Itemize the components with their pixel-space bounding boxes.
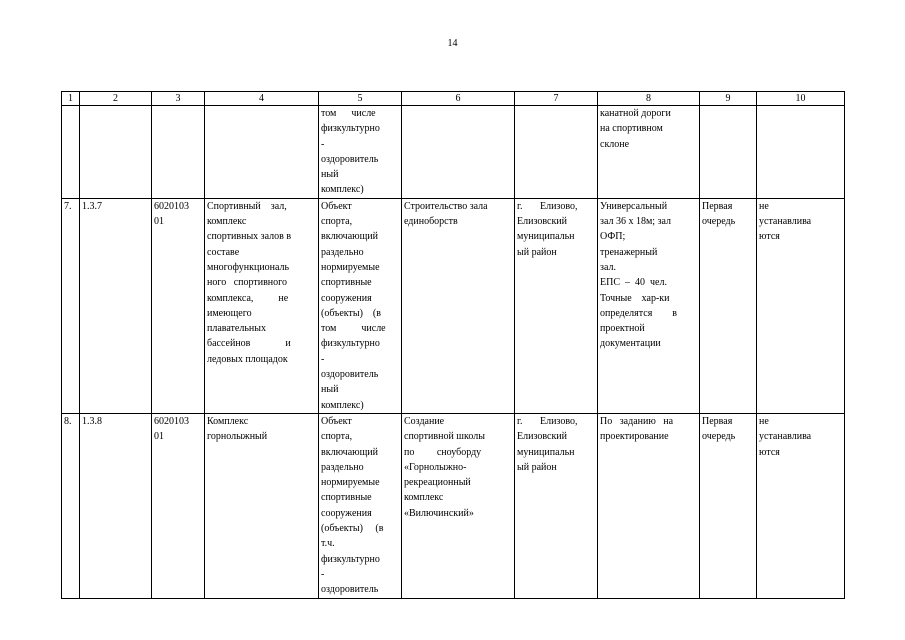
cell-line: - (321, 138, 325, 150)
cell-line: ОФП; (600, 231, 626, 243)
purpose-cell (402, 413, 515, 598)
location-cell (515, 106, 598, 199)
cell-line: физкультурно (321, 553, 380, 565)
object-type-cell (319, 198, 402, 413)
cell-line: Спортивный зал, (207, 200, 287, 212)
table-row (62, 198, 845, 413)
cell-line: - (321, 568, 325, 580)
cell-line: 6020103 (154, 415, 189, 427)
cell-line: комплекс) (321, 399, 364, 411)
cell-line: Елизовский (517, 216, 568, 228)
protection-zone-cell (757, 198, 845, 413)
cell-line: т.ч. (321, 538, 335, 550)
protection-zone-cell (757, 413, 845, 598)
cell-line: Точные хар-ки (600, 292, 670, 304)
cell-line: физкультурно (321, 338, 380, 350)
cell-line: (объекты) (в (321, 523, 384, 535)
cell-line: на спортивном (600, 123, 663, 135)
column-number: 10 (757, 92, 845, 106)
cell-line: муниципальн (517, 446, 575, 458)
cell-line: ый район (517, 461, 557, 473)
cell-line: спортивных залов в (207, 231, 292, 243)
cell-line: г. Елизово, (517, 415, 578, 427)
cell-line: раздельно (321, 246, 364, 258)
cell-line: - (321, 353, 325, 365)
classifier-code-cell (152, 198, 205, 413)
cell-line: Универсальный (600, 200, 668, 212)
cell-line: спортивные (321, 277, 372, 289)
page-number: 14 (447, 38, 458, 49)
cell-line: комплекс) (321, 184, 364, 196)
item-code-cell (80, 106, 152, 199)
cell-line: спортивной школы (404, 431, 485, 443)
cell-line: склоне (600, 138, 630, 150)
location-cell (515, 413, 598, 598)
cell-line: зал 36 х 18м; зал (600, 216, 672, 228)
cell-line: (объекты) (в (321, 307, 381, 319)
cell-line: оздоровитель (321, 584, 379, 596)
cell-line: очередь (702, 216, 736, 228)
cell-line: Объект (321, 200, 352, 212)
cell-line: г. Елизово, (517, 200, 578, 212)
cell-line: горнолыжный (207, 431, 268, 443)
location-cell (515, 198, 598, 413)
object-type-cell (319, 413, 402, 598)
cell-line: ного спортивного (207, 277, 288, 289)
cell-line: устанавлива (759, 431, 812, 443)
cell-line: том числе (321, 108, 376, 119)
column-number: 2 (80, 92, 152, 106)
cell-line: По заданию на (600, 415, 674, 427)
cell-line: единоборств (404, 216, 458, 228)
cell-line: комплекса, не (207, 292, 289, 304)
cell-line: «Вилючинский» (404, 507, 474, 519)
cell-line: устанавлива (759, 216, 812, 228)
cell-line: Первая (702, 200, 733, 212)
cell-line: канатной дороги (600, 108, 671, 119)
cell-line: не (759, 200, 769, 212)
cell-line: ный (321, 169, 339, 181)
cell-line: 6020103 (154, 200, 189, 212)
cell-line: нормируемые (321, 261, 380, 273)
purpose-cell (402, 106, 515, 199)
cell-line: не (759, 415, 769, 427)
object-name-cell (205, 198, 319, 413)
cell-line: ются (759, 446, 780, 458)
object-name-cell (205, 413, 319, 598)
cell-line: Создание (404, 415, 445, 427)
cell-line: нормируемые (321, 477, 380, 489)
document-table (61, 91, 845, 599)
object-type-cell (319, 106, 402, 199)
cell-line: тренажерный (600, 246, 658, 258)
cell-line: раздельно (321, 461, 364, 473)
cell-line: 01 (154, 216, 164, 228)
column-number: 8 (598, 92, 700, 106)
cell-line: оздоровитель (321, 153, 379, 165)
classifier-code-cell (152, 413, 205, 598)
cell-line: имеющего (207, 307, 252, 319)
column-number: 7 (515, 92, 598, 106)
cell-line: ый район (517, 246, 557, 258)
item-code-cell: 1.3.7 (80, 198, 152, 413)
cell-line: Объект (321, 415, 352, 427)
cell-line: сооружения (321, 507, 372, 519)
item-code-cell: 1.3.8 (80, 413, 152, 598)
cell-line: комплекс (207, 216, 247, 228)
cell-line: сооружения (321, 292, 372, 304)
cell-line: ледовых площадок (207, 353, 288, 365)
protection-zone-cell (757, 106, 845, 199)
cell-line: рекреационный (404, 477, 471, 489)
cell-line: спорта, (321, 216, 353, 228)
cell-line: включающий (321, 446, 379, 458)
cell-line: 01 (154, 431, 164, 443)
column-number: 6 (402, 92, 515, 106)
cell-line: зал. (600, 261, 616, 273)
column-number: 5 (319, 92, 402, 106)
cell-line: включающий (321, 231, 379, 243)
cell-line: том числе (321, 323, 386, 335)
characteristics-cell (598, 106, 700, 199)
cell-line: комплекс (404, 492, 444, 504)
stage-cell (700, 106, 757, 199)
stage-cell (700, 198, 757, 413)
column-number: 1 (62, 92, 80, 106)
cell-line: очередь (702, 431, 736, 443)
characteristics-cell (598, 198, 700, 413)
cell-line: определятся в (600, 307, 678, 319)
object-name-cell (205, 106, 319, 199)
cell-line: ный (321, 384, 339, 396)
cell-line: ются (759, 231, 780, 243)
cell-line: Строительство зала (404, 200, 488, 212)
row-number-cell (62, 106, 80, 199)
cell-line: спорта, (321, 431, 353, 443)
column-number: 9 (700, 92, 757, 106)
cell-line: муниципальн (517, 231, 575, 243)
cell-line: оздоровитель (321, 369, 379, 381)
cell-line: многофункциональ (207, 261, 290, 273)
cell-line: Первая (702, 415, 733, 427)
stage-cell (700, 413, 757, 598)
cell-line: проектной (600, 323, 645, 335)
cell-line: спортивные (321, 492, 372, 504)
cell-line: физкультурно (321, 123, 380, 135)
cell-line: бассейнов и (207, 338, 291, 350)
cell-line: Елизовский (517, 431, 568, 443)
purpose-cell (402, 198, 515, 413)
characteristics-cell (598, 413, 700, 598)
cell-line: ЕПС – 40 чел. (600, 277, 667, 289)
cell-line: составе (207, 246, 240, 258)
column-number-row (62, 92, 845, 106)
table-row (62, 413, 845, 598)
row-number-cell: 8. (62, 413, 80, 598)
table-row (62, 106, 845, 199)
cell-line: по сноуборду (404, 446, 482, 458)
classifier-code-cell (152, 106, 205, 199)
cell-line: проектирование (600, 431, 669, 443)
row-number-cell: 7. (62, 198, 80, 413)
cell-line: плавательных (207, 323, 266, 335)
column-number: 3 (152, 92, 205, 106)
cell-line: документации (600, 338, 661, 350)
column-number: 4 (205, 92, 319, 106)
cell-line: «Горнолыжно- (404, 461, 467, 473)
cell-line: Комплекс (207, 415, 249, 427)
